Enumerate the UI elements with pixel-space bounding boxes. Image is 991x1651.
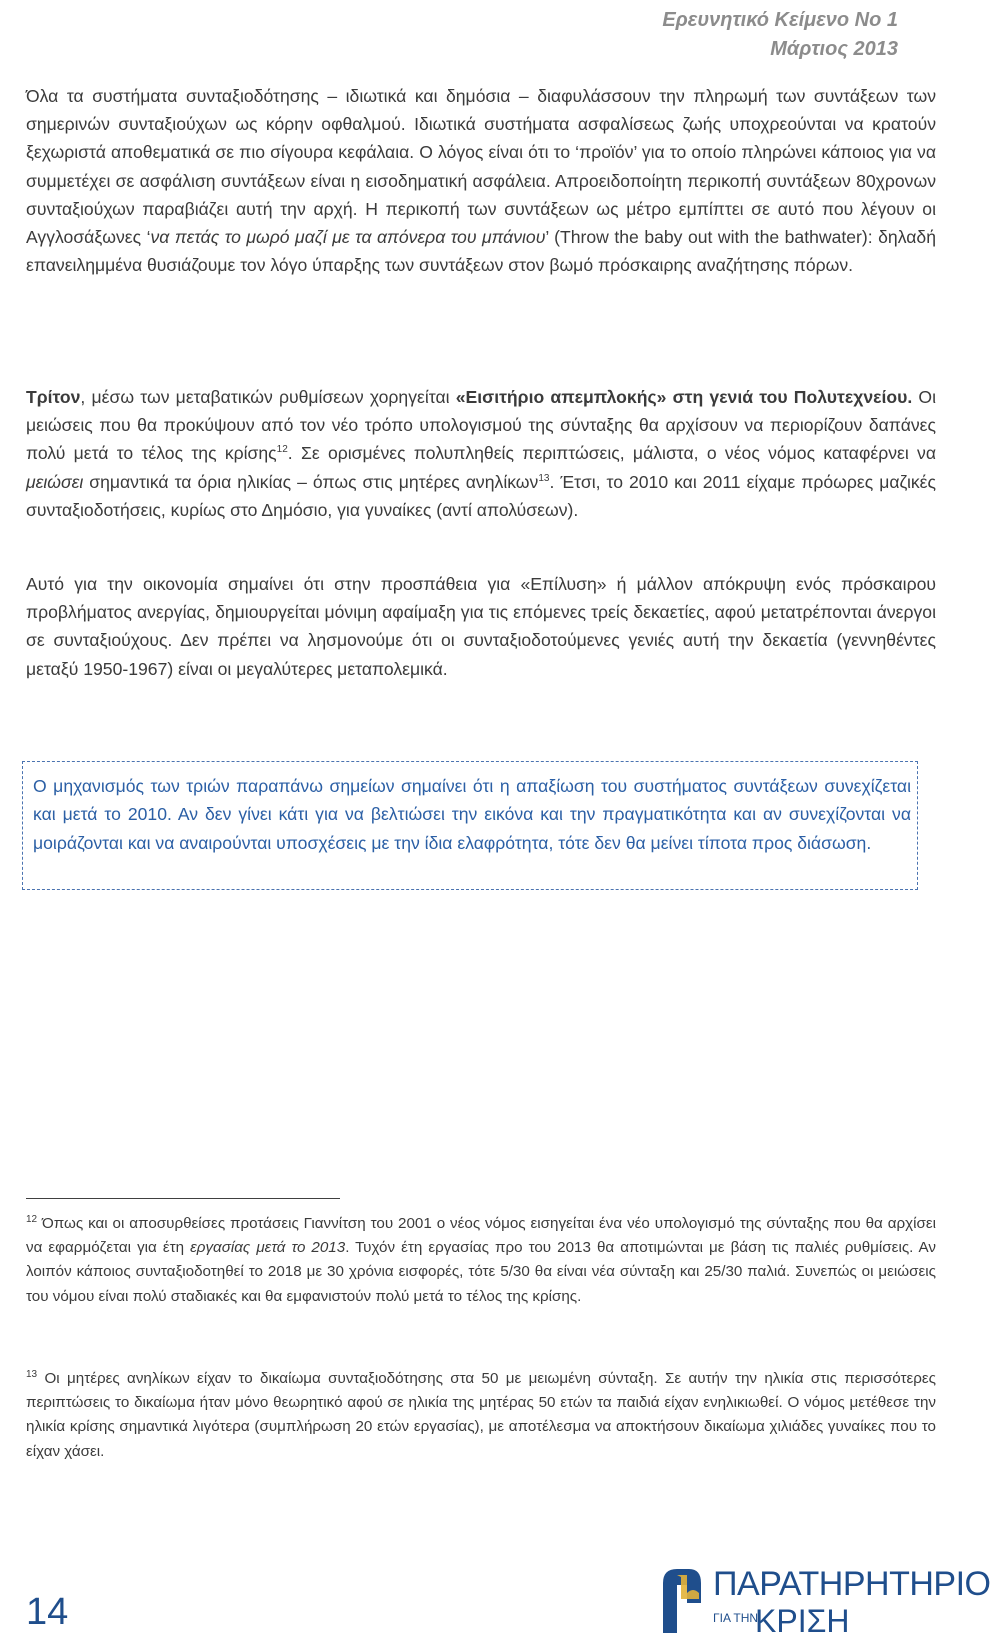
p2-text-4: σημαντικά τα όρια ηλικίας – όπως στις μητέρες ανηλίκων	[83, 471, 539, 492]
footnote-separator	[26, 1198, 340, 1199]
paragraph-2	[26, 383, 936, 524]
logo-line-2b: ΚΡΙΣΗ	[755, 1603, 850, 1639]
p1-text-a: Όλα τα συστήματα συνταξιοδότησης – ιδιωτικά και δημόσια – διαφυλάσσουν την πληρωμή των συντάξεων των σημερινών συνταξιούχων ως κόρην οφθαλμού. Ιδιωτικά συστήματα ασφαλίσεως ζωής υποχρεούνται να κρατούν ξεχωριστά αποθεματικά σε πιο σίγουρα κεφάλαια. Ο λόγος είναι ότι το ‘προϊόν’ για το οποίο πληρώνει κάποιος για να συμμετέχει σε ασφάλιση συντάξεων είναι η εισοδηματική ασφάλεια. Απροειδοποίητη περικοπή συντάξεων 80χρονων συνταξιούχων παραβιάζει αυτή την αρχή. Η περικοπή των συντάξεων ως μέτρο εμπίπτει σε αυτό που λέγουν οι Αγγλοσάξωνες ‘	[26, 86, 936, 248]
footnote-12	[26, 1212, 936, 1309]
paragraph-1	[26, 82, 936, 279]
p2-text-1: , μέσω των μεταβατικών ρυθμίσεων χορηγείται	[80, 387, 456, 407]
footnote-12-mark: 12	[26, 1213, 38, 1225]
header-title: Ερευνητικό Κείμενο Νο 1	[662, 9, 898, 31]
p2-text-2: Οι μειώσεις που θα προκύψουν από τον νέο τρόπο υπολογισμού της σύνταξης θα αρχίσουν να περιορίζουν δαπάνες πολύ μετά το τέλος της κρίσης	[26, 387, 937, 464]
logo-line-2a: ΓΙΑ ΤΗΝ	[713, 1611, 759, 1625]
header-date: Μάρτιος 2013	[770, 38, 898, 60]
footnote-ref-13[interactable]: 13	[538, 472, 550, 484]
p2-text-3: . Σε ορισμένες πολυπληθείς περιπτώσεις, μάλιστα, ο νέος νόμος καταφέρνει να	[287, 443, 936, 464]
footnote-12-italic: εργασίας μετά το 2013	[190, 1239, 346, 1257]
p1-text-b: ’ (Throw the baby out with the bathwater): δηλαδή επανειλημμένα θυσιάζουμε τον λόγο ύπαρξης των συντάξεων στον βωμό πρόσκαιρης αναζήτησης πόρων.	[26, 227, 936, 276]
footnote-12-text-b: . Τυχόν έτη εργασίας προ του 2013 θα αποτιμώνται με βάση τις παλιές ρυθμίσεις. Αν λοιπόν κάποιος συνταξιοδοτηθεί το 2018 με 30 χρόνια εισφορές, τότε 5/30 θα είναι νέα σύνταξη και 25/30 παλιά. Συνεπώς οι μειώσεις του νόμου είναι πολύ σταδιακές και θα εμφανιστούν πολύ μετά το τέλος της κρίσης.	[26, 1239, 936, 1305]
footnote-ref-12[interactable]: 12	[276, 444, 288, 456]
callout-text: Ο μηχανισμός των τριών παραπάνω σημείων σημαίνει ότι η απαξίωση του συστήματος συντάξεων συνεχίζεται και μετά το 2010. Αν δεν γίνει κάτι για να βελτιώσει την εικόνα και την πραγματικότητα και αν συνεχίζονται να μοιράζονται και να αναιρούνται υποσχέσεις με την ίδια ελαφρότητα, τότε δεν θα μείνει τίποτα προς διάσωση.	[33, 776, 911, 853]
footnote-12-text-a: Όπως και οι αποσυρθείσες προτάσεις Γιαννίτση του 2001 ο νέος νόμος εισηγείται ένα νέο υπολογισμό της σύνταξης που θα αρχίσει να εφαρμόζεται για έτη	[26, 1215, 936, 1257]
page-number: 14	[26, 1591, 69, 1633]
footnote-13-mark: 13	[26, 1368, 38, 1380]
p2-text-5: . Έτσι, το 2010 και 2011 είχαμε πρόωρες μαζικές συνταξιοδοτήσεις, κυρίως στο Δημόσιο, για γυναίκες (αντί απολύσεων).	[26, 471, 936, 520]
callout-box	[22, 761, 918, 890]
running-header	[662, 6, 898, 64]
p2-bold-ticket: «Εισιτήριο απεμπλοκής» στη γενιά του Πολυτεχνείου.	[455, 387, 913, 407]
p2-bold-third: Τρίτον	[26, 387, 81, 407]
paragraph-3: Αυτό για την οικονομία σημαίνει ότι στην προσπάθεια για «Επίλυση» ή μάλλον απόκρυψη ενός πρόσκαιρου προβλήματος ανεργίας, δημιουργείται μόνιμη αφαίμαξη για τις επόμενες τρείς δεκαετίες, αφού μετατρέπονται άνεργοι σε συνταξιούχους. Δεν πρέπει να λησμονούμε ότι οι συνταξιοδοτούμενες γενιές αυτή την δεκαετία (γεννηθέντες μεταξύ 1950-1967) είναι οι μεγαλύτερες μεταπολεμικά.	[26, 574, 936, 679]
observatory-logo	[655, 1563, 991, 1645]
footnote-13	[26, 1367, 936, 1464]
logo-mark-icon	[655, 1563, 711, 1643]
footnote-13-text: Οι μητέρες ανηλίκων είχαν το δικαίωμα συνταξιοδότησης στα 50 με μειωμένη σύνταξη. Σε αυτήν την ηλικία στις περισσότερες περιπτώσεις το δικαίωμα ήταν μόνο θεωρητικό αφού σε ηλικία της μητέρας 50 ετών τα παιδιά είχαν ενηλικιωθεί. Ο νόμος μετέθεσε την ηλικία κρίσης σημαντικά λιγότερα (συμπλήρωση 20 ετών εργασίας), με αποτέλεσμα να αποκτήσουν δικαίωμα χιλιάδες γυναίκες που το είχαν χάσει.	[26, 1370, 936, 1460]
p2-italic-reduce: μειώσει	[26, 471, 84, 492]
p1-italic-phrase: να πετάς το μωρό μαζί με τα απόνερα του μπάνιου	[150, 227, 546, 248]
logo-line-1: ΠΑΡΑΤΗΡΗΤΗΡΙΟ	[713, 1565, 991, 1603]
